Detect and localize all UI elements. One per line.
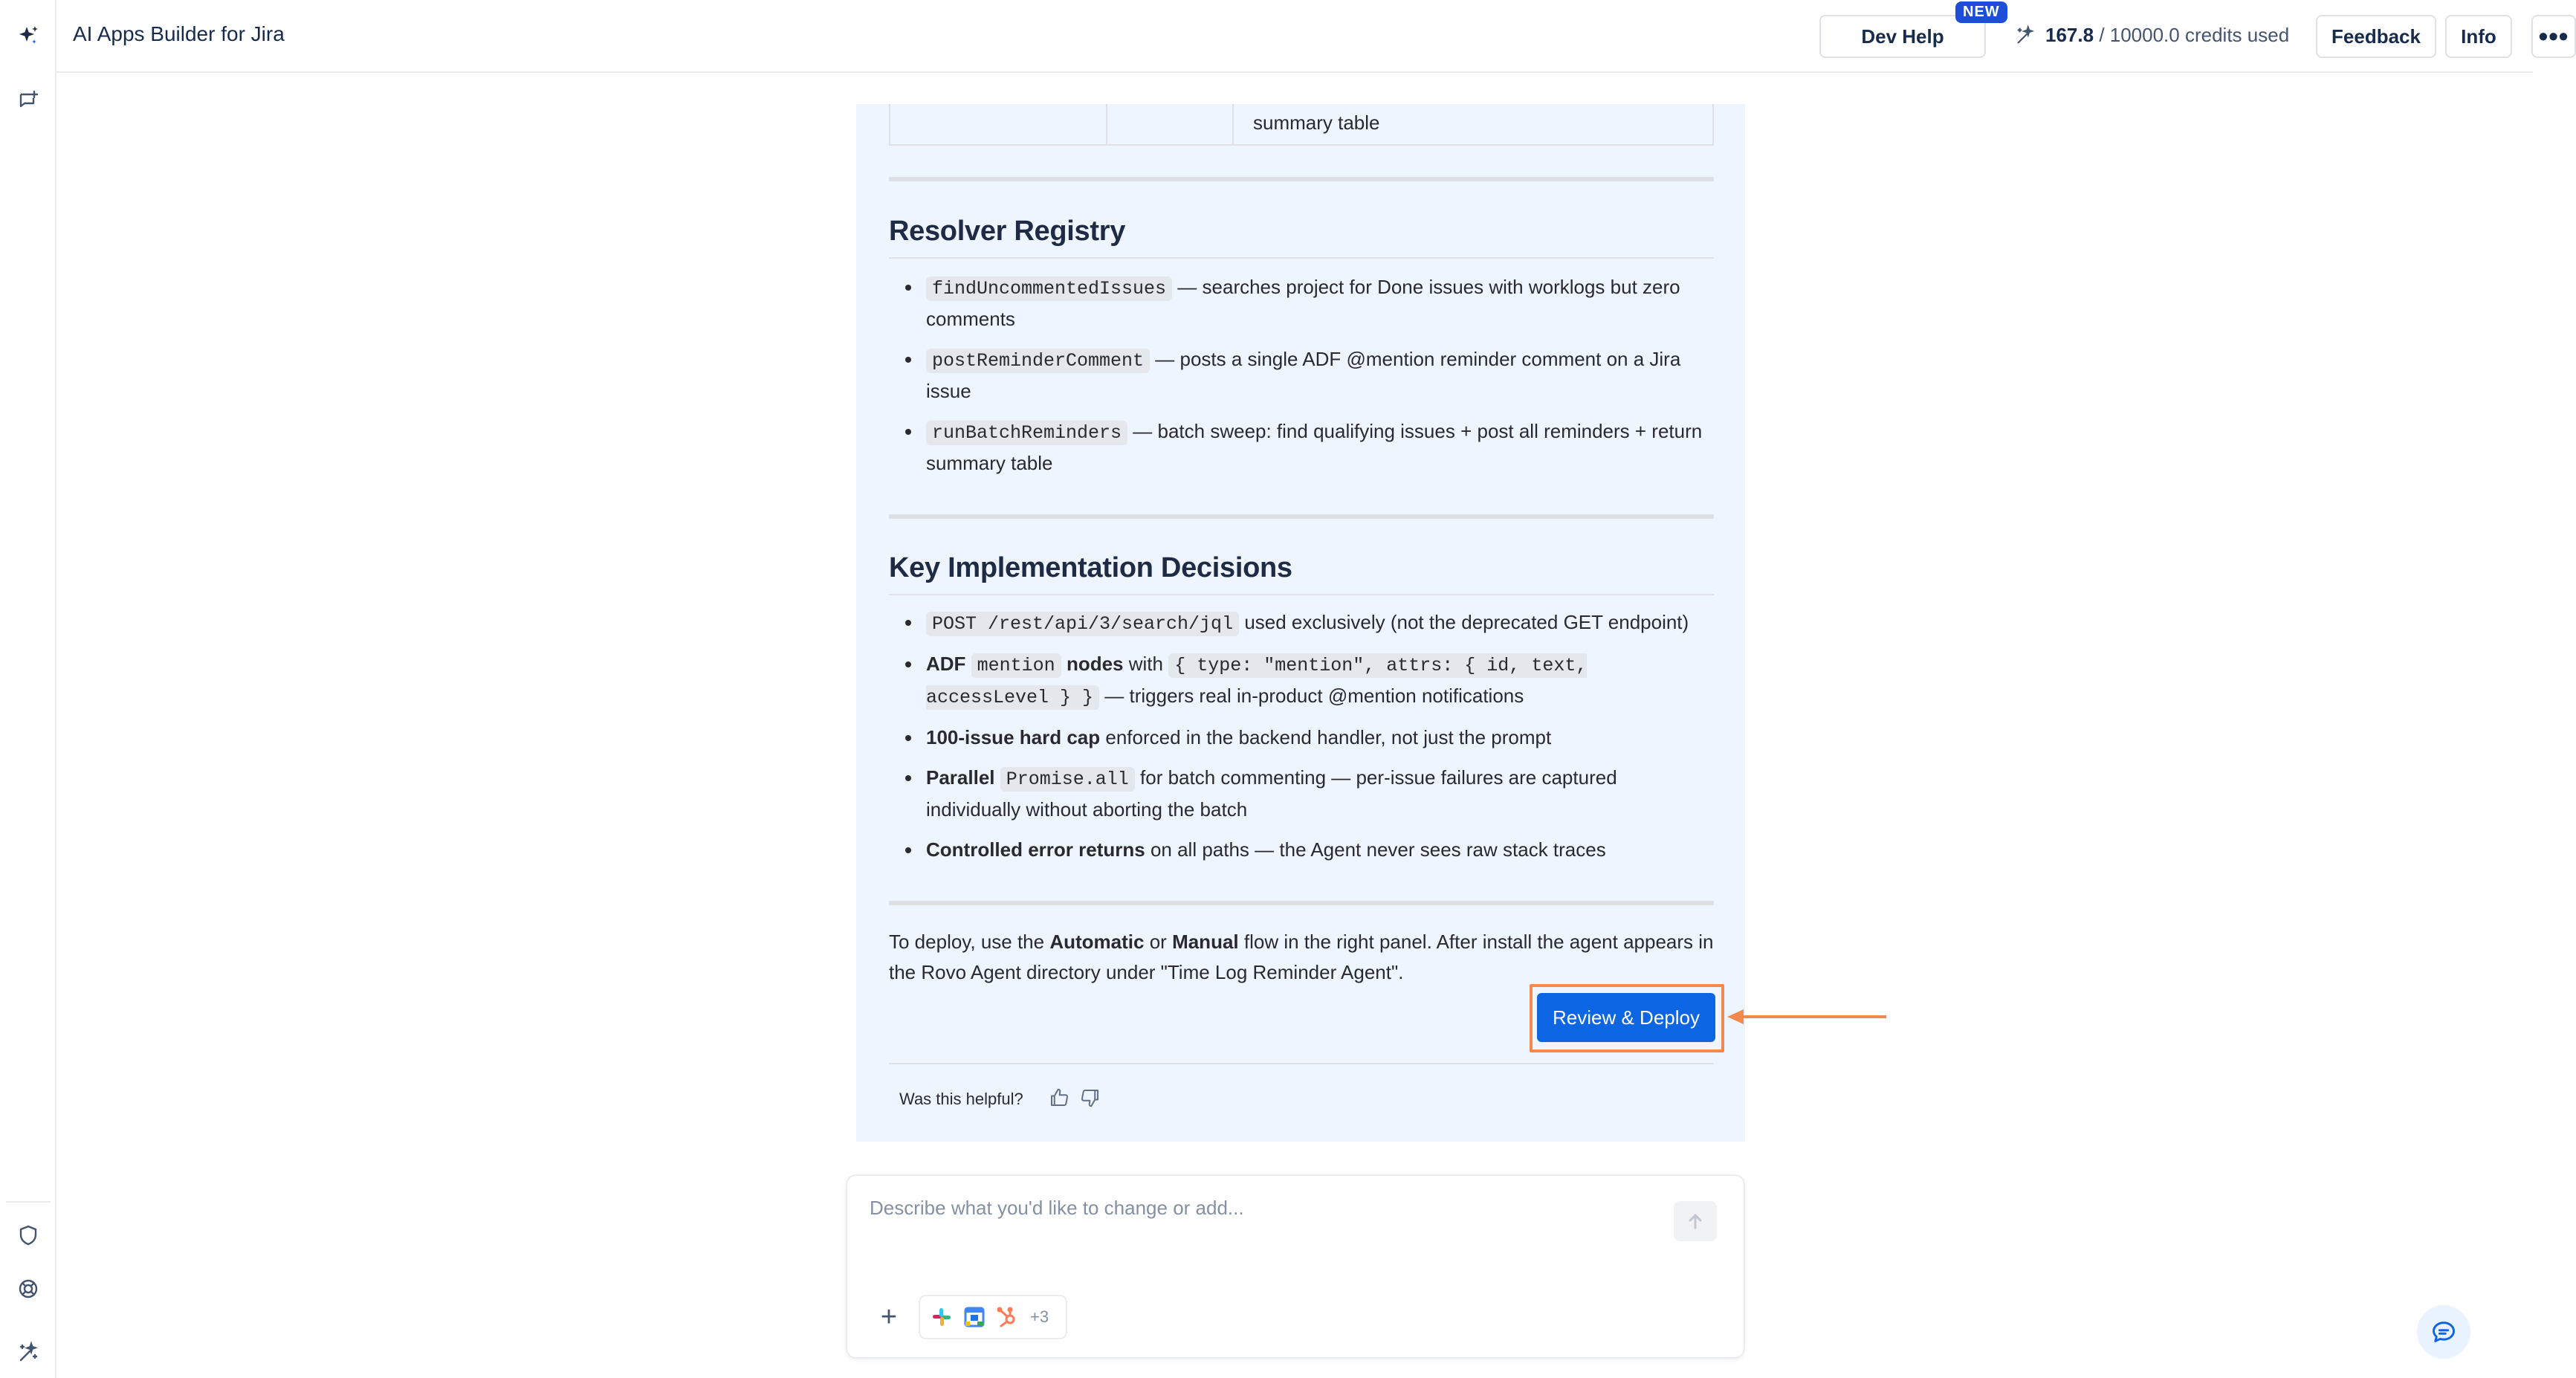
bold-text: Automatic: [1049, 931, 1145, 953]
send-arrow-icon: [1674, 1201, 1717, 1241]
list-item-text: — searches project for Done issues with worklogs but zero comments: [926, 276, 1680, 330]
rail-divider: [6, 1201, 51, 1203]
table-column-divider: [1106, 104, 1107, 144]
decisions-list: [889, 607, 1714, 875]
dev-help-button[interactable]: Dev Help: [1819, 15, 1986, 58]
list-item: [889, 835, 1714, 865]
send-button[interactable]: [1674, 1201, 1717, 1241]
deploy-text: To deploy, use the: [889, 931, 1045, 953]
list-item: [889, 344, 1714, 407]
section-divider: [889, 514, 1714, 519]
key-decisions-heading: Key Implementation Decisions: [889, 552, 1292, 583]
chat-support-button[interactable]: [2417, 1305, 2470, 1359]
bold-text: nodes: [1066, 653, 1124, 675]
table-fragment: [889, 104, 1714, 146]
resolver-list: [889, 272, 1714, 488]
inline-code: postReminderComment: [926, 349, 1150, 373]
credits-used-value: 167.8: [2045, 24, 2094, 46]
inline-code: POST /rest/api/3/search/jql: [926, 612, 1239, 636]
google-calendar-icon: [962, 1304, 987, 1330]
message-composer: [846, 1174, 1745, 1359]
list-item-text: enforced in the backend handler, not just the prompt: [1105, 726, 1552, 748]
inline-code: Promise.all: [1000, 767, 1135, 792]
more-apps-count: +3: [1030, 1307, 1049, 1326]
magic-wand-icon[interactable]: [12, 1336, 45, 1369]
add-attachment-button[interactable]: +: [880, 1301, 898, 1333]
inline-code: runBatchReminders: [926, 421, 1127, 445]
credits-sparkle-icon: [2014, 25, 2036, 47]
list-item-text: — triggers real in-product @mention notifications: [1104, 685, 1524, 707]
table-column-divider: [1232, 104, 1234, 144]
list-item-text: used exclusively (not the deprecated GET endpoint): [1244, 611, 1689, 633]
section-divider: [889, 177, 1714, 181]
inline-code: mention: [971, 653, 1061, 678]
new-badge: NEW: [1955, 1, 2007, 23]
slack-icon: [929, 1304, 954, 1330]
credits-total-text: / 10000.0 credits used: [2099, 24, 2290, 46]
deploy-text: or: [1149, 931, 1167, 953]
bold-text: Controlled error returns: [926, 838, 1145, 861]
list-item-text: on all paths — the Agent never sees raw stack traces: [1150, 838, 1606, 861]
resolver-registry-heading: Resolver Registry: [889, 216, 1126, 247]
composer-input[interactable]: Describe what you'd like to change or add...: [870, 1197, 1244, 1219]
list-item-text: — posts a single ADF @mention reminder comment on a Jira issue: [926, 348, 1681, 402]
bold-text: Parallel: [926, 766, 995, 789]
deploy-instructions: [889, 927, 1714, 988]
connected-apps[interactable]: [919, 1295, 1067, 1339]
credits-counter: [2014, 24, 2289, 47]
bold-text: ADF: [926, 653, 966, 675]
top-bar: [56, 0, 2569, 73]
left-rail: [0, 0, 56, 1378]
new-chat-icon[interactable]: [12, 85, 45, 117]
assistant-message-panel: [856, 104, 1745, 1142]
ai-sparkle-icon[interactable]: [12, 19, 45, 52]
shield-icon[interactable]: [12, 1219, 45, 1252]
list-item: [889, 763, 1714, 825]
pointer-arrow-icon: [1726, 1008, 1888, 1026]
thumbs-down-icon[interactable]: [1079, 1087, 1101, 1109]
info-button[interactable]: Info: [2445, 15, 2512, 58]
inline-code: { type: "mention", attrs: { id, text, accessLevel } }: [926, 655, 1588, 708]
review-deploy-button[interactable]: Review & Deploy: [1537, 993, 1715, 1042]
hubspot-icon: [994, 1304, 1020, 1330]
heading-underline: [889, 594, 1714, 595]
heading-underline: [889, 257, 1714, 259]
list-item-text: — batch sweep: find qualifying issues + post all reminders + return summary table: [926, 420, 1703, 474]
bold-text: Manual: [1172, 931, 1239, 953]
section-divider: [889, 901, 1714, 905]
list-item-text: for batch commenting — per-issue failures are captured individually without aborting the batch: [926, 766, 1617, 821]
list-item: [889, 649, 1714, 713]
list-item-text: with: [1128, 653, 1163, 675]
deploy-text: flow in the right panel. After install the agent appears in the Rovo Agent directory under "Time Log Reminder Agent".: [889, 931, 1714, 983]
table-cell-text: summary table: [1253, 111, 1380, 134]
list-item: [889, 607, 1714, 639]
list-item: [889, 722, 1714, 753]
feedback-button[interactable]: Feedback: [2316, 15, 2436, 58]
help-lifebuoy-icon[interactable]: [12, 1272, 45, 1305]
more-options-button[interactable]: •••: [2531, 15, 2576, 58]
list-item: [889, 272, 1714, 334]
feedback-divider: [889, 1063, 1714, 1064]
bold-text: 100-issue hard cap: [926, 726, 1101, 748]
helpful-prompt: Was this helpful?: [899, 1090, 1023, 1108]
thumbs-up-icon[interactable]: [1048, 1087, 1070, 1109]
app-title: AI Apps Builder for Jira: [73, 22, 285, 45]
inline-code: findUncommentedIssues: [926, 276, 1172, 301]
list-item: [889, 416, 1714, 479]
chat-bubble-icon: [2430, 1319, 2457, 1345]
